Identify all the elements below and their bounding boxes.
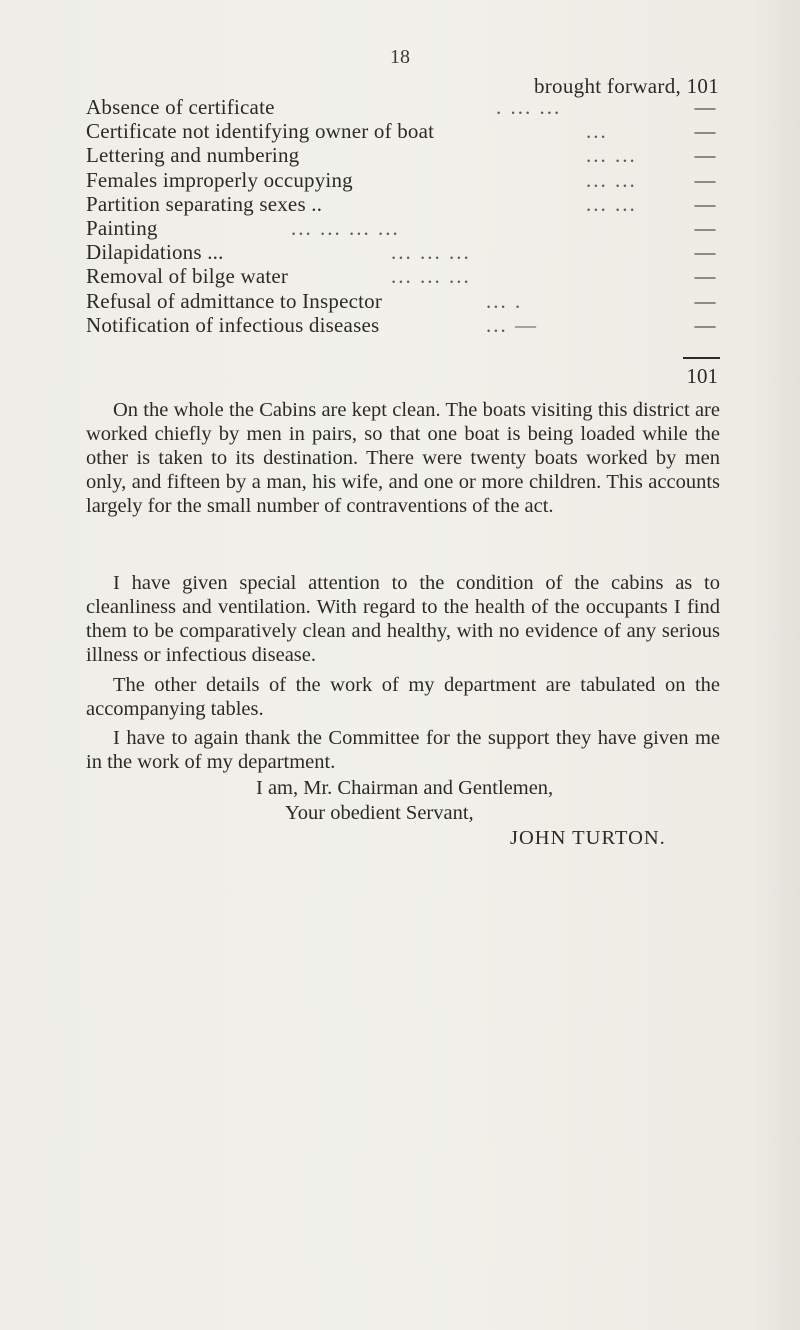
paragraph-details: The other details of the work of my department are tabulated on the accompanying tables. <box>86 674 720 720</box>
ledger-row <box>86 121 720 143</box>
ledger-dots: ... ... <box>586 167 637 192</box>
total-rule <box>683 357 720 359</box>
ledger-row <box>86 218 720 240</box>
ledger-label: Dilapidations ... <box>86 240 224 265</box>
ledger-value: — <box>694 167 716 192</box>
ledger-label: Certificate not identifying owner of boat <box>86 119 435 144</box>
page-number: 18 <box>390 46 410 68</box>
ledger-value: — <box>694 264 716 289</box>
ledger-value: — <box>694 143 716 168</box>
ledger-dots: ... ... <box>586 143 637 168</box>
ledger-value: — <box>694 191 716 216</box>
ledger-row <box>86 312 720 337</box>
ledger-value: — <box>694 240 716 265</box>
ledger-total: 101 <box>686 364 718 388</box>
ledger-label: Partition separating sexes .. <box>86 191 323 216</box>
ledger-row <box>86 145 720 167</box>
ledger-row <box>86 266 720 288</box>
paragraph-cabins: On the whole the Cabins are kept clean. The boats visiting this district are worked chiefly by men in pairs, so that one boat is being loaded while the other is taken to its destination. There were twenty boats worked by men only, and fifteen by a man, his wife, and one or more children. This accounts largely for the small number of contraventions of the act. <box>86 399 720 517</box>
ledger-row <box>86 167 720 192</box>
ledger-label: Absence of certificate <box>86 95 275 119</box>
ledger-dots: ... ... <box>586 191 637 216</box>
ledger-dots: . ... ... <box>496 95 562 119</box>
ledger-value: — <box>694 288 716 313</box>
ledger-dots: ... ... ... <box>391 240 471 265</box>
ledger-label: Refusal of admittance to Inspector <box>86 288 383 313</box>
ledger-value: — <box>694 95 716 119</box>
ledger-dots: ... ... ... <box>391 264 471 289</box>
ledger-label: Removal of bilge water <box>86 264 289 289</box>
ledger-value: — <box>694 216 716 240</box>
signature: JOHN TURTON. <box>510 827 666 849</box>
ledger-value: — <box>694 312 716 337</box>
brought-forward-line: brought forward, 101 <box>533 74 719 98</box>
ledger-row <box>86 288 720 313</box>
ledger-row <box>86 191 720 216</box>
closing-salutation: I am, Mr. Chairman and Gentlemen, <box>256 777 554 799</box>
ledger-label: Females improperly occupying <box>86 167 353 192</box>
ledger-label: Lettering and numbering <box>86 143 300 168</box>
ledger-dots: ... <box>586 119 608 144</box>
paragraph-cleanliness: I have given special attention to the condition of the cabins as to cleanliness and ventilation. With regard to the health of the occupants I find them to be comparatively clean and healthy, with no evidence of any serious illness or infectious disease. <box>86 572 720 666</box>
ledger-label: Painting <box>86 216 158 240</box>
ledger-row <box>86 97 720 119</box>
ledger-label: Notification of infectious diseases <box>86 312 380 337</box>
closing-valediction: Your obedient Servant, <box>285 802 474 824</box>
ledger-value: — <box>694 119 716 144</box>
ledger-dots: ... ... ... ... <box>291 216 400 240</box>
ledger-dots: ... — <box>486 312 538 337</box>
ledger-row <box>86 242 720 264</box>
paragraph-thanks: I have to again thank the Committee for the support they have given me in the work of my department. <box>86 727 720 773</box>
ledger-dots: ... . <box>486 288 523 313</box>
